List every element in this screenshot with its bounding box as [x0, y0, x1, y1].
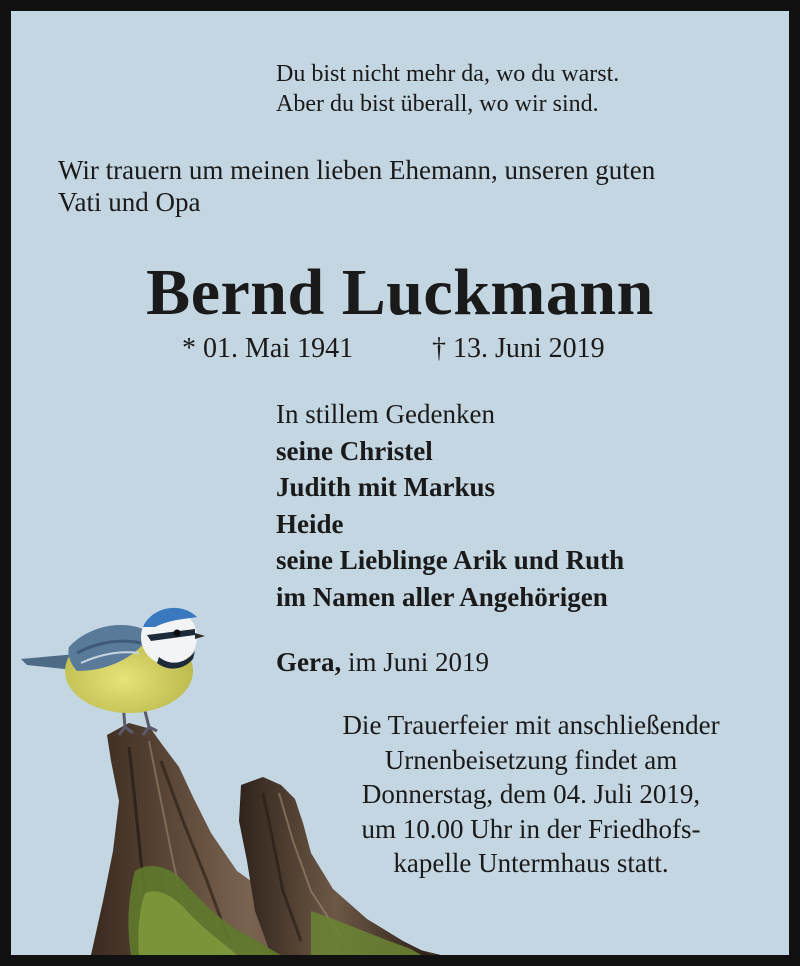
place-date-text: im Juni 2019 [341, 647, 489, 677]
funeral-line: um 10.00 Uhr in der Friedhofs- [361, 813, 701, 844]
intro-block [58, 154, 655, 218]
funeral-line: Die Trauerfeier mit anschließender [342, 710, 720, 740]
intro-line-1: Wir trauern um meinen lieben Ehemann, unseren guten [58, 155, 656, 185]
mourners-heading: In stillem Gedenken [276, 399, 495, 429]
mourner-name: seine Lieblinge Arik und Ruth [276, 545, 625, 575]
tree-stump [91, 723, 441, 955]
mourner-name: im Namen aller Angehörigen [276, 581, 608, 612]
mourner-name: Judith mit Markus [276, 472, 496, 502]
birth-date: * 01. Mai 1941 [182, 333, 354, 364]
intro-line-2: Vati und Opa [58, 187, 201, 217]
place-city: Gera, [276, 647, 342, 677]
obituary-card [11, 11, 789, 955]
mourner-name: Heide [276, 508, 344, 539]
quote-line-2: Aber du bist überall, wo wir sind. [276, 91, 599, 117]
blue-tit-bird [21, 608, 205, 735]
funeral-line: Donnerstag, dem 04. Juli 2019, [361, 779, 701, 809]
funeral-line: kapelle Untermhaus statt. [393, 848, 669, 878]
bird-on-stump-illustration [11, 571, 471, 955]
quote-line-1: Du bist nicht mehr da, wo du warst. [276, 61, 620, 87]
deceased-name: Bernd Luckmann [146, 256, 654, 329]
quote-block [276, 59, 619, 119]
funeral-line: Urnenbeisetzung findet am [384, 744, 678, 775]
death-date: † 13. Juni 2019 [432, 333, 605, 364]
mourner-name: seine Christel [276, 435, 433, 466]
